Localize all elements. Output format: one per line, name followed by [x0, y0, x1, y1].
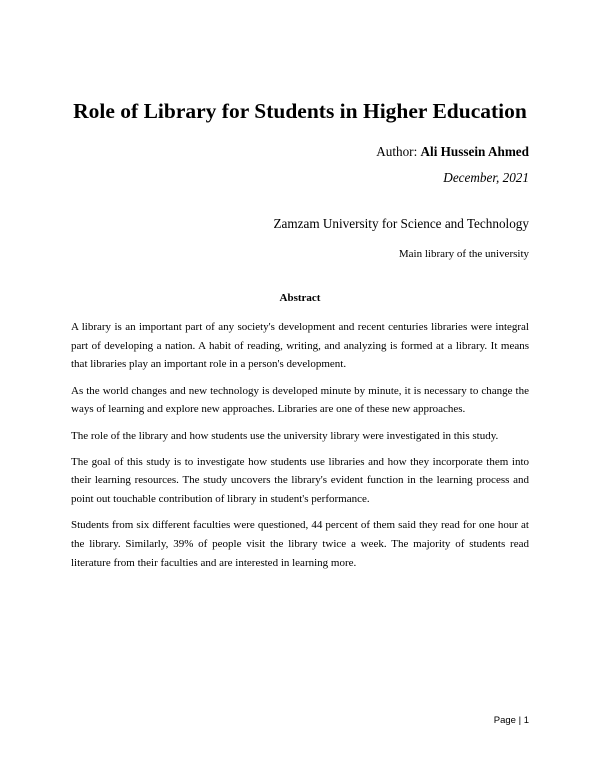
- author-line: [376, 144, 529, 160]
- abstract-heading: Abstract: [279, 292, 321, 304]
- abstract-paragraph-5: Students from six different faculties were questioned, 44 percent of them said they read for one hour at the library. Similarly, 39% of people visit the library twice a week. The majority of students read literature from their faculties and are interested in learning more.: [71, 519, 529, 569]
- abstract-body: [71, 318, 529, 580]
- page-number-footer: Page | 1: [493, 715, 529, 726]
- institution-name: Zamzam University for Science and Technology: [273, 216, 529, 231]
- author-name: Ali Hussein Ahmed: [420, 144, 529, 159]
- abstract-paragraph-2: As the world changes and new technology is developed minute by minute, it is necessary to change the ways of learning and explore new approaches. Libraries are one of these new approaches.: [71, 384, 529, 416]
- paper-title: Role of Library for Students in Higher Education: [73, 99, 527, 123]
- publication-date: December, 2021: [443, 170, 529, 185]
- abstract-paragraph-3: The role of the library and how students use the university library were investigated in this study.: [71, 429, 499, 442]
- department-name: Main library of the university: [398, 248, 529, 260]
- abstract-paragraph-1: A library is an important part of any society's development and recent centuries libraries were integral part of developing a nation. A habit of reading, writing, and analyzing is formed at a library. It means that libraries play an important role in a person's development.: [71, 321, 529, 371]
- abstract-paragraph-4: The goal of this study is to investigate how students use libraries and how they incorporate them into their learning resources. The study uncovers the library's evident function in the learning process and point out touchable contribution of library in student's performance.: [71, 455, 529, 506]
- author-label: Author:: [376, 144, 418, 159]
